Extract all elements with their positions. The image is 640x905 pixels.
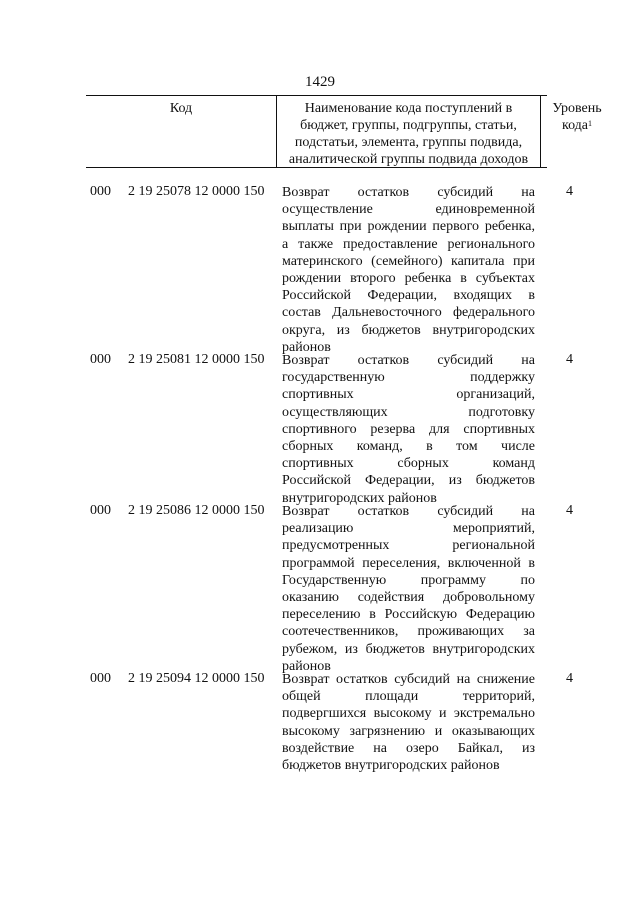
income-name-line: Российской Федерации, из бюджетов bbox=[282, 473, 535, 489]
code-level: 4 bbox=[566, 671, 573, 686]
income-name-line: соотечественников, проживающих за bbox=[282, 624, 535, 640]
income-name bbox=[282, 671, 535, 774]
header-name-line: аналитической группы подвида доходов bbox=[288, 152, 529, 167]
income-name-line: переселению в Российскую Федерацию bbox=[282, 607, 535, 623]
income-name-line: реализацию мероприятий, bbox=[282, 521, 535, 537]
code-level: 4 bbox=[566, 503, 573, 518]
income-name-line: спортивного резерва для спортивных bbox=[282, 421, 535, 437]
header-level-footnote: 1 bbox=[588, 119, 593, 128]
income-name-line: а также предоставление регионального bbox=[282, 236, 535, 252]
header-name-line: бюджет, группы, подгруппы, статьи, bbox=[300, 118, 517, 133]
income-name-line: программой переселения, включенной в bbox=[282, 555, 535, 571]
header-name bbox=[277, 96, 541, 167]
income-name bbox=[282, 352, 535, 507]
income-name bbox=[282, 503, 535, 675]
header-code: Код bbox=[86, 96, 277, 167]
income-name-line: выплаты при рождении первого ребенка, bbox=[282, 219, 535, 235]
header-level-text: кода bbox=[561, 118, 589, 133]
income-name-line: бюджетов внутригородских районов bbox=[282, 758, 500, 774]
code-level: 4 bbox=[566, 352, 573, 367]
code-level: 4 bbox=[566, 184, 573, 199]
admin-code: 000 bbox=[90, 671, 111, 686]
budget-code: 2 19 25086 12 0000 150 bbox=[128, 503, 265, 518]
income-name-line: материнского (семейного) капитала при bbox=[282, 253, 535, 269]
income-name-line: спортивных организаций, bbox=[282, 387, 535, 403]
income-name-line: районов bbox=[282, 339, 331, 355]
income-name-line: Возврат остатков субсидий на bbox=[282, 185, 535, 200]
income-name-line: Возврат остатков субсидий на bbox=[282, 504, 535, 519]
income-name-line: Возврат остатков субсидий на снижение bbox=[282, 672, 535, 687]
income-name-line: подвергшихся высокому и экстремально bbox=[282, 706, 535, 722]
income-name-line: общей площади территорий, bbox=[282, 689, 535, 705]
income-name-line: осуществляющих подготовку bbox=[282, 404, 535, 420]
income-name-line: Возврат остатков субсидий на bbox=[282, 353, 535, 368]
income-name-line: районов bbox=[282, 658, 331, 674]
income-name-line: сборных команд, в том числе bbox=[282, 439, 535, 455]
income-name-line: состав Дальневосточного федерального bbox=[282, 305, 535, 321]
header-name-line: Наименование кода поступлений в bbox=[304, 101, 513, 116]
page-number: 1429 bbox=[305, 74, 335, 90]
budget-code: 2 19 25078 12 0000 150 bbox=[128, 184, 265, 199]
header-level-line2 bbox=[542, 117, 612, 134]
income-name-line: спортивных сборных команд bbox=[282, 456, 535, 472]
income-name-line: высокому загрязнению и оказывающих bbox=[282, 723, 535, 739]
income-name bbox=[282, 184, 535, 356]
admin-code: 000 bbox=[90, 352, 111, 367]
income-name-line: оказанию содействия добровольному bbox=[282, 590, 535, 606]
budget-code: 2 19 25094 12 0000 150 bbox=[128, 671, 265, 686]
income-name-line: Российской Федерации, входящих в bbox=[282, 288, 535, 304]
income-name-line: внутригородских районов bbox=[282, 490, 437, 506]
income-name-line: предусмотренных региональной bbox=[282, 538, 535, 554]
admin-code: 000 bbox=[90, 503, 111, 518]
income-name-line: государственную поддержку bbox=[282, 370, 535, 386]
header-level-line1: Уровень bbox=[552, 101, 602, 116]
income-name-line: воздействие на озеро Байкал, из bbox=[282, 740, 535, 756]
header-level bbox=[542, 96, 612, 167]
table-header bbox=[86, 95, 602, 168]
income-name-line: осуществление единовременной bbox=[282, 202, 535, 218]
header-name-line: подстатьи, элемента, группы подвида, bbox=[294, 135, 523, 150]
budget-code: 2 19 25081 12 0000 150 bbox=[128, 352, 265, 367]
admin-code: 000 bbox=[90, 184, 111, 199]
income-name-line: рождении второго ребенка в субъектах bbox=[282, 271, 535, 287]
income-name-line: рубежом, из бюджетов внутригородских bbox=[282, 641, 535, 657]
income-name-line: Государственную программу по bbox=[282, 572, 535, 588]
income-name-line: округа, из бюджетов внутригородских bbox=[282, 322, 535, 338]
